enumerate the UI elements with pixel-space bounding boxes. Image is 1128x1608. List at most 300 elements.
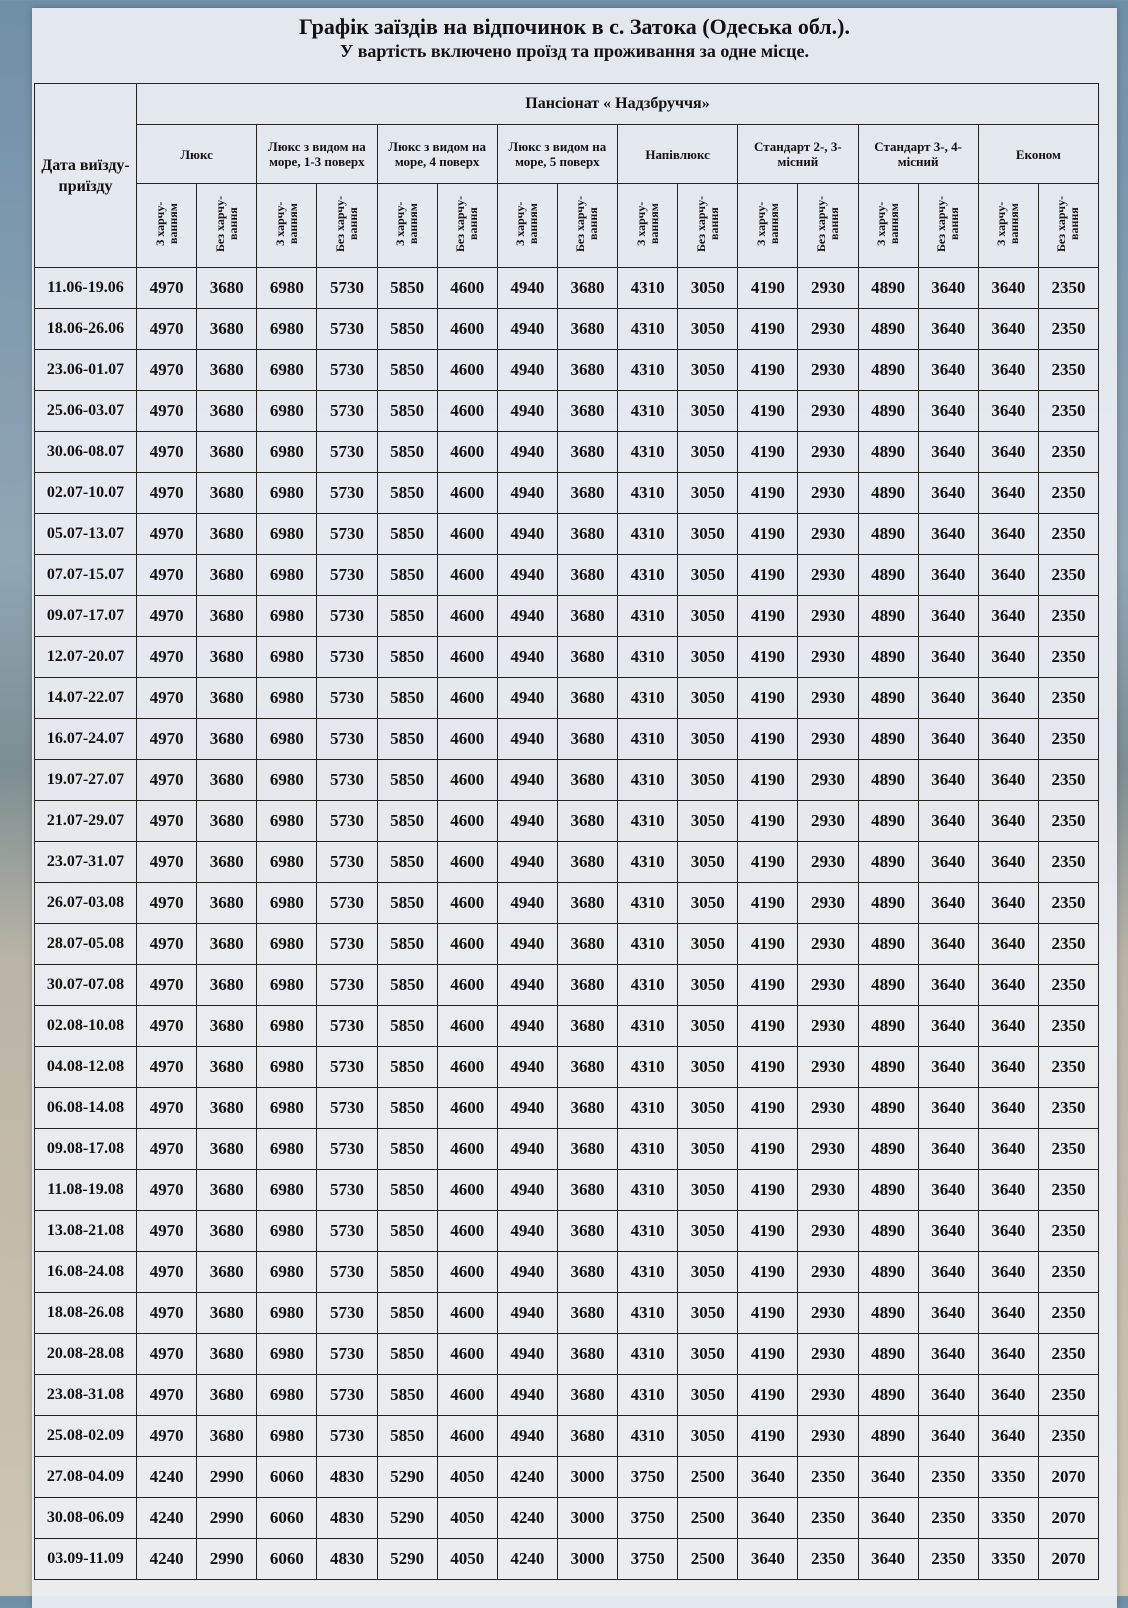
price-cell: 4890 [858, 391, 918, 432]
price-cell: 5730 [317, 965, 377, 1006]
price-cell: 4600 [437, 350, 497, 391]
price-cell: 3640 [918, 1416, 978, 1457]
hotel-name-header: Пансіонат « Надзбруччя» [137, 84, 1099, 125]
without-meals-header [798, 184, 858, 268]
price-cell: 4050 [437, 1498, 497, 1539]
price-cell: 3680 [557, 924, 617, 965]
price-cell: 6980 [257, 432, 317, 473]
table-row [35, 1539, 1099, 1580]
price-cell: 2350 [798, 1457, 858, 1498]
price-cell: 3680 [197, 1416, 257, 1457]
date-cell: 21.07-29.07 [35, 801, 137, 842]
price-cell: 4310 [618, 555, 678, 596]
price-cell: 2930 [798, 1334, 858, 1375]
date-cell: 11.06-19.06 [35, 268, 137, 309]
price-cell: 5290 [377, 1457, 437, 1498]
price-cell: 4310 [618, 760, 678, 801]
price-cell: 3640 [978, 678, 1038, 719]
price-cell: 3050 [678, 391, 738, 432]
price-cell: 4190 [738, 924, 798, 965]
price-cell: 3640 [918, 842, 978, 883]
price-cell: 3640 [918, 555, 978, 596]
price-cell: 2350 [1038, 1211, 1098, 1252]
table-row [35, 1047, 1099, 1088]
price-cell: 3680 [557, 1129, 617, 1170]
date-cell: 18.08-26.08 [35, 1293, 137, 1334]
price-cell: 3640 [918, 1375, 978, 1416]
price-cell: 3640 [978, 350, 1038, 391]
price-cell: 5730 [317, 1129, 377, 1170]
price-cell: 4940 [497, 268, 557, 309]
price-cell: 4310 [618, 678, 678, 719]
price-cell: 2350 [1038, 555, 1098, 596]
price-cell: 3680 [557, 678, 617, 719]
price-cell: 3640 [978, 1252, 1038, 1293]
price-cell: 3680 [197, 596, 257, 637]
date-cell: 02.07-10.07 [35, 473, 137, 514]
table-row [35, 555, 1099, 596]
price-cell: 2500 [678, 1539, 738, 1580]
without-meals-header [918, 184, 978, 268]
price-cell: 6980 [257, 1211, 317, 1252]
price-cell: 5730 [317, 1170, 377, 1211]
price-cell: 4940 [497, 760, 557, 801]
price-cell: 3680 [197, 1088, 257, 1129]
table-row [35, 1293, 1099, 1334]
price-cell: 3050 [678, 1047, 738, 1088]
price-cell: 4890 [858, 514, 918, 555]
meal-option-label: Без харчу-вання [813, 194, 841, 252]
price-cell: 2350 [1038, 596, 1098, 637]
date-cell: 09.07-17.07 [35, 596, 137, 637]
price-cell: 2930 [798, 1129, 858, 1170]
price-cell: 4830 [317, 1539, 377, 1580]
price-cell: 3640 [918, 924, 978, 965]
category-header: Стандарт 2-, 3-місний [738, 125, 858, 184]
price-cell: 4600 [437, 596, 497, 637]
date-cell: 23.08-31.08 [35, 1375, 137, 1416]
price-cell: 4310 [618, 1211, 678, 1252]
without-meals-header [1038, 184, 1098, 268]
price-cell: 3680 [557, 1293, 617, 1334]
price-cell: 4940 [497, 1375, 557, 1416]
price-cell: 3000 [557, 1539, 617, 1580]
price-cell: 2350 [1038, 1293, 1098, 1334]
with-meals-header [978, 184, 1038, 268]
table-row [35, 1211, 1099, 1252]
price-cell: 6980 [257, 1375, 317, 1416]
price-cell: 4940 [497, 1170, 557, 1211]
price-cell: 3680 [197, 1293, 257, 1334]
price-cell: 5850 [377, 473, 437, 514]
price-cell: 4830 [317, 1457, 377, 1498]
price-cell: 3680 [197, 801, 257, 842]
price-cell: 3680 [197, 719, 257, 760]
price-cell: 4310 [618, 1252, 678, 1293]
price-cell: 4940 [497, 1252, 557, 1293]
price-cell: 6980 [257, 760, 317, 801]
price-cell: 3640 [978, 1129, 1038, 1170]
price-cell: 3640 [978, 1006, 1038, 1047]
price-cell: 5730 [317, 883, 377, 924]
price-cell: 5850 [377, 883, 437, 924]
price-cell: 3640 [918, 1129, 978, 1170]
price-cell: 4310 [618, 1006, 678, 1047]
table-row [35, 1498, 1099, 1539]
price-cell: 5850 [377, 1047, 437, 1088]
meal-option-label: Без харчу-вання [934, 194, 962, 252]
price-cell: 5850 [377, 1088, 437, 1129]
price-cell: 5850 [377, 1252, 437, 1293]
price-cell: 6980 [257, 1088, 317, 1129]
price-cell: 3640 [978, 268, 1038, 309]
price-cell: 4600 [437, 965, 497, 1006]
price-cell: 5290 [377, 1539, 437, 1580]
price-cell: 3640 [978, 1375, 1038, 1416]
price-cell: 3680 [197, 555, 257, 596]
price-cell: 4940 [497, 596, 557, 637]
table-row [35, 391, 1099, 432]
price-cell: 4190 [738, 678, 798, 719]
price-cell: 4890 [858, 678, 918, 719]
price-cell: 3640 [918, 1006, 978, 1047]
price-cell: 3640 [978, 596, 1038, 637]
table-row [35, 801, 1099, 842]
price-cell: 3050 [678, 637, 738, 678]
price-cell: 4190 [738, 1006, 798, 1047]
price-cell: 4190 [738, 1334, 798, 1375]
price-cell: 4970 [137, 842, 197, 883]
price-cell: 4190 [738, 309, 798, 350]
price-cell: 4940 [497, 1416, 557, 1457]
price-cell: 2930 [798, 965, 858, 1006]
price-cell: 3750 [618, 1498, 678, 1539]
price-cell: 3640 [918, 760, 978, 801]
price-cell: 6980 [257, 801, 317, 842]
price-cell: 2990 [197, 1498, 257, 1539]
price-cell: 3050 [678, 473, 738, 514]
price-cell: 6060 [257, 1457, 317, 1498]
price-cell: 4600 [437, 1006, 497, 1047]
price-cell: 4600 [437, 678, 497, 719]
price-cell: 2350 [1038, 965, 1098, 1006]
with-meals-header [257, 184, 317, 268]
price-cell: 3680 [557, 1375, 617, 1416]
price-cell: 2070 [1038, 1457, 1098, 1498]
price-cell: 4310 [618, 1088, 678, 1129]
price-cell: 3680 [557, 1252, 617, 1293]
table-row [35, 1334, 1099, 1375]
price-cell: 5850 [377, 1416, 437, 1457]
price-cell: 3640 [978, 760, 1038, 801]
price-cell: 3050 [678, 514, 738, 555]
price-cell: 4970 [137, 1047, 197, 1088]
price-cell: 3050 [678, 760, 738, 801]
price-cell: 3680 [197, 1047, 257, 1088]
price-cell: 4240 [137, 1539, 197, 1580]
price-cell: 5730 [317, 1047, 377, 1088]
price-cell: 4190 [738, 514, 798, 555]
price-cell: 4970 [137, 555, 197, 596]
price-cell: 4890 [858, 350, 918, 391]
price-cell: 2930 [798, 432, 858, 473]
price-cell: 5850 [377, 432, 437, 473]
price-cell: 5730 [317, 1334, 377, 1375]
price-cell: 5730 [317, 1375, 377, 1416]
price-cell: 3640 [918, 1211, 978, 1252]
price-cell: 5850 [377, 268, 437, 309]
price-cell: 5730 [317, 1088, 377, 1129]
price-cell: 6980 [257, 842, 317, 883]
price-cell: 2350 [1038, 1334, 1098, 1375]
price-cell: 3680 [197, 473, 257, 514]
price-cell: 5730 [317, 924, 377, 965]
price-cell: 5730 [317, 555, 377, 596]
price-cell: 6980 [257, 1293, 317, 1334]
price-cell: 3680 [557, 1170, 617, 1211]
price-cell: 3050 [678, 268, 738, 309]
price-cell: 4240 [497, 1498, 557, 1539]
price-cell: 3640 [978, 514, 1038, 555]
price-cell: 4940 [497, 678, 557, 719]
meal-option-label: Без харчу-вання [453, 194, 481, 252]
price-cell: 3680 [557, 514, 617, 555]
price-cell: 3680 [197, 965, 257, 1006]
price-cell: 6980 [257, 350, 317, 391]
price-cell: 4310 [618, 965, 678, 1006]
price-cell: 4310 [618, 391, 678, 432]
price-cell: 4970 [137, 637, 197, 678]
price-cell: 3680 [557, 350, 617, 391]
price-cell: 4600 [437, 473, 497, 514]
price-cell: 5850 [377, 842, 437, 883]
price-cell: 3050 [678, 309, 738, 350]
price-cell: 5730 [317, 514, 377, 555]
price-cell: 4940 [497, 350, 557, 391]
price-cell: 4240 [497, 1457, 557, 1498]
price-cell: 3050 [678, 719, 738, 760]
price-cell: 4310 [618, 1416, 678, 1457]
price-cell: 3680 [557, 842, 617, 883]
price-cell: 4940 [497, 309, 557, 350]
price-cell: 3640 [978, 1334, 1038, 1375]
price-cell: 3640 [978, 883, 1038, 924]
price-cell: 2930 [798, 719, 858, 760]
with-meals-header [618, 184, 678, 268]
table-row [35, 514, 1099, 555]
price-cell: 3050 [678, 555, 738, 596]
price-cell: 3680 [557, 432, 617, 473]
price-cell: 2930 [798, 1293, 858, 1334]
price-cell: 4890 [858, 1006, 918, 1047]
with-meals-header [377, 184, 437, 268]
meal-option-label: Без харчу-вання [693, 194, 721, 252]
price-cell: 3050 [678, 1416, 738, 1457]
price-cell: 4890 [858, 1334, 918, 1375]
price-cell: 4940 [497, 1088, 557, 1129]
table-row [35, 309, 1099, 350]
price-cell: 4310 [618, 1129, 678, 1170]
price-cell: 4190 [738, 1375, 798, 1416]
price-cell: 3680 [197, 1129, 257, 1170]
price-cell: 6980 [257, 391, 317, 432]
table-row [35, 1129, 1099, 1170]
price-cell: 4190 [738, 432, 798, 473]
price-cell: 2350 [1038, 514, 1098, 555]
price-cell: 3640 [918, 637, 978, 678]
price-cell: 2350 [1038, 1129, 1098, 1170]
price-cell: 4310 [618, 924, 678, 965]
price-cell: 2350 [1038, 842, 1098, 883]
price-cell: 5730 [317, 637, 377, 678]
price-cell: 3050 [678, 1170, 738, 1211]
price-cell: 3640 [978, 965, 1038, 1006]
price-cell: 4890 [858, 596, 918, 637]
price-cell: 5850 [377, 719, 437, 760]
price-cell: 2350 [1038, 1416, 1098, 1457]
price-cell: 4970 [137, 1375, 197, 1416]
price-cell: 4190 [738, 596, 798, 637]
price-cell: 3680 [197, 350, 257, 391]
meal-option-label: З харчу-ванням [513, 200, 541, 246]
price-cell: 5850 [377, 1375, 437, 1416]
price-cell: 2350 [1038, 678, 1098, 719]
price-cell: 2930 [798, 1211, 858, 1252]
price-cell: 3640 [858, 1457, 918, 1498]
price-cell: 4940 [497, 1006, 557, 1047]
price-cell: 6980 [257, 1170, 317, 1211]
price-cell: 3750 [618, 1539, 678, 1580]
meal-option-label: З харчу-ванням [753, 200, 781, 246]
date-cell: 27.08-04.09 [35, 1457, 137, 1498]
price-cell: 4600 [437, 924, 497, 965]
price-cell: 2350 [1038, 719, 1098, 760]
price-cell: 3640 [858, 1498, 918, 1539]
price-cell: 4600 [437, 555, 497, 596]
price-cell: 5850 [377, 1006, 437, 1047]
price-cell: 4970 [137, 1293, 197, 1334]
price-cell: 4940 [497, 637, 557, 678]
price-cell: 4890 [858, 760, 918, 801]
price-cell: 4190 [738, 883, 798, 924]
price-cell: 4600 [437, 637, 497, 678]
price-sheet [32, 8, 1117, 1608]
date-cell: 13.08-21.08 [35, 1211, 137, 1252]
price-cell: 3640 [918, 391, 978, 432]
price-cell: 6980 [257, 309, 317, 350]
price-cell: 4940 [497, 801, 557, 842]
price-cell: 4310 [618, 801, 678, 842]
price-cell: 3350 [978, 1539, 1038, 1580]
price-cell: 3680 [557, 637, 617, 678]
with-meals-header [497, 184, 557, 268]
price-cell: 4940 [497, 391, 557, 432]
price-cell: 3640 [978, 391, 1038, 432]
price-cell: 5730 [317, 268, 377, 309]
price-cell: 3640 [918, 801, 978, 842]
price-cell: 4890 [858, 924, 918, 965]
price-cell: 5730 [317, 596, 377, 637]
price-cell: 2350 [1038, 1047, 1098, 1088]
category-header: Люкс [137, 125, 257, 184]
price-cell: 5850 [377, 1170, 437, 1211]
date-cell: 07.07-15.07 [35, 555, 137, 596]
price-cell: 3680 [557, 473, 617, 514]
price-cell: 4890 [858, 1129, 918, 1170]
price-cell: 4890 [858, 1293, 918, 1334]
price-cell: 3050 [678, 1293, 738, 1334]
price-cell: 3640 [918, 309, 978, 350]
price-cell: 2930 [798, 760, 858, 801]
price-cell: 2350 [1038, 801, 1098, 842]
price-cell: 5850 [377, 801, 437, 842]
price-cell: 4600 [437, 1252, 497, 1293]
date-cell: 05.07-13.07 [35, 514, 137, 555]
price-cell: 3640 [738, 1498, 798, 1539]
page-title: Графік заїздів на відпочинок в с. Затока (Одеська обл.). [299, 14, 850, 39]
price-cell: 3050 [678, 801, 738, 842]
price-cell: 3640 [978, 924, 1038, 965]
price-cell: 3680 [197, 268, 257, 309]
price-cell: 3680 [197, 924, 257, 965]
price-cell: 3000 [557, 1498, 617, 1539]
price-cell: 3640 [978, 432, 1038, 473]
table-row [35, 678, 1099, 719]
price-cell: 4890 [858, 1416, 918, 1457]
price-cell: 4310 [618, 1375, 678, 1416]
date-cell: 20.08-28.08 [35, 1334, 137, 1375]
price-cell: 4890 [858, 801, 918, 842]
price-cell: 4940 [497, 842, 557, 883]
date-cell: 30.07-07.08 [35, 965, 137, 1006]
price-cell: 4940 [497, 555, 557, 596]
meal-option-label: З харчу-ванням [393, 200, 421, 246]
price-cell: 2930 [798, 514, 858, 555]
price-cell: 3050 [678, 883, 738, 924]
price-cell: 4940 [497, 432, 557, 473]
price-cell: 3640 [918, 678, 978, 719]
price-cell: 6060 [257, 1498, 317, 1539]
price-cell: 3640 [918, 514, 978, 555]
price-cell: 2930 [798, 801, 858, 842]
price-cell: 2930 [798, 309, 858, 350]
table-row [35, 1252, 1099, 1293]
table-row [35, 473, 1099, 514]
price-cell: 4890 [858, 1211, 918, 1252]
price-cell: 2350 [1038, 1375, 1098, 1416]
price-cell: 4190 [738, 1170, 798, 1211]
price-cell: 4890 [858, 432, 918, 473]
price-cell: 4600 [437, 842, 497, 883]
date-cell: 23.06-01.07 [35, 350, 137, 391]
table-row [35, 350, 1099, 391]
price-cell: 5850 [377, 1211, 437, 1252]
price-cell: 3050 [678, 1334, 738, 1375]
price-cell: 3050 [678, 596, 738, 637]
price-cell: 4890 [858, 637, 918, 678]
without-meals-header [557, 184, 617, 268]
price-cell: 3640 [918, 1047, 978, 1088]
date-cell: 30.08-06.09 [35, 1498, 137, 1539]
table-row [35, 719, 1099, 760]
price-cell: 4970 [137, 1211, 197, 1252]
price-cell: 6980 [257, 1047, 317, 1088]
meal-option-label: З харчу-ванням [994, 200, 1022, 246]
price-cell: 6980 [257, 555, 317, 596]
category-header: Люкс з видом на море, 5 поверх [497, 125, 617, 184]
price-cell: 3680 [557, 1416, 617, 1457]
price-cell: 3640 [918, 350, 978, 391]
